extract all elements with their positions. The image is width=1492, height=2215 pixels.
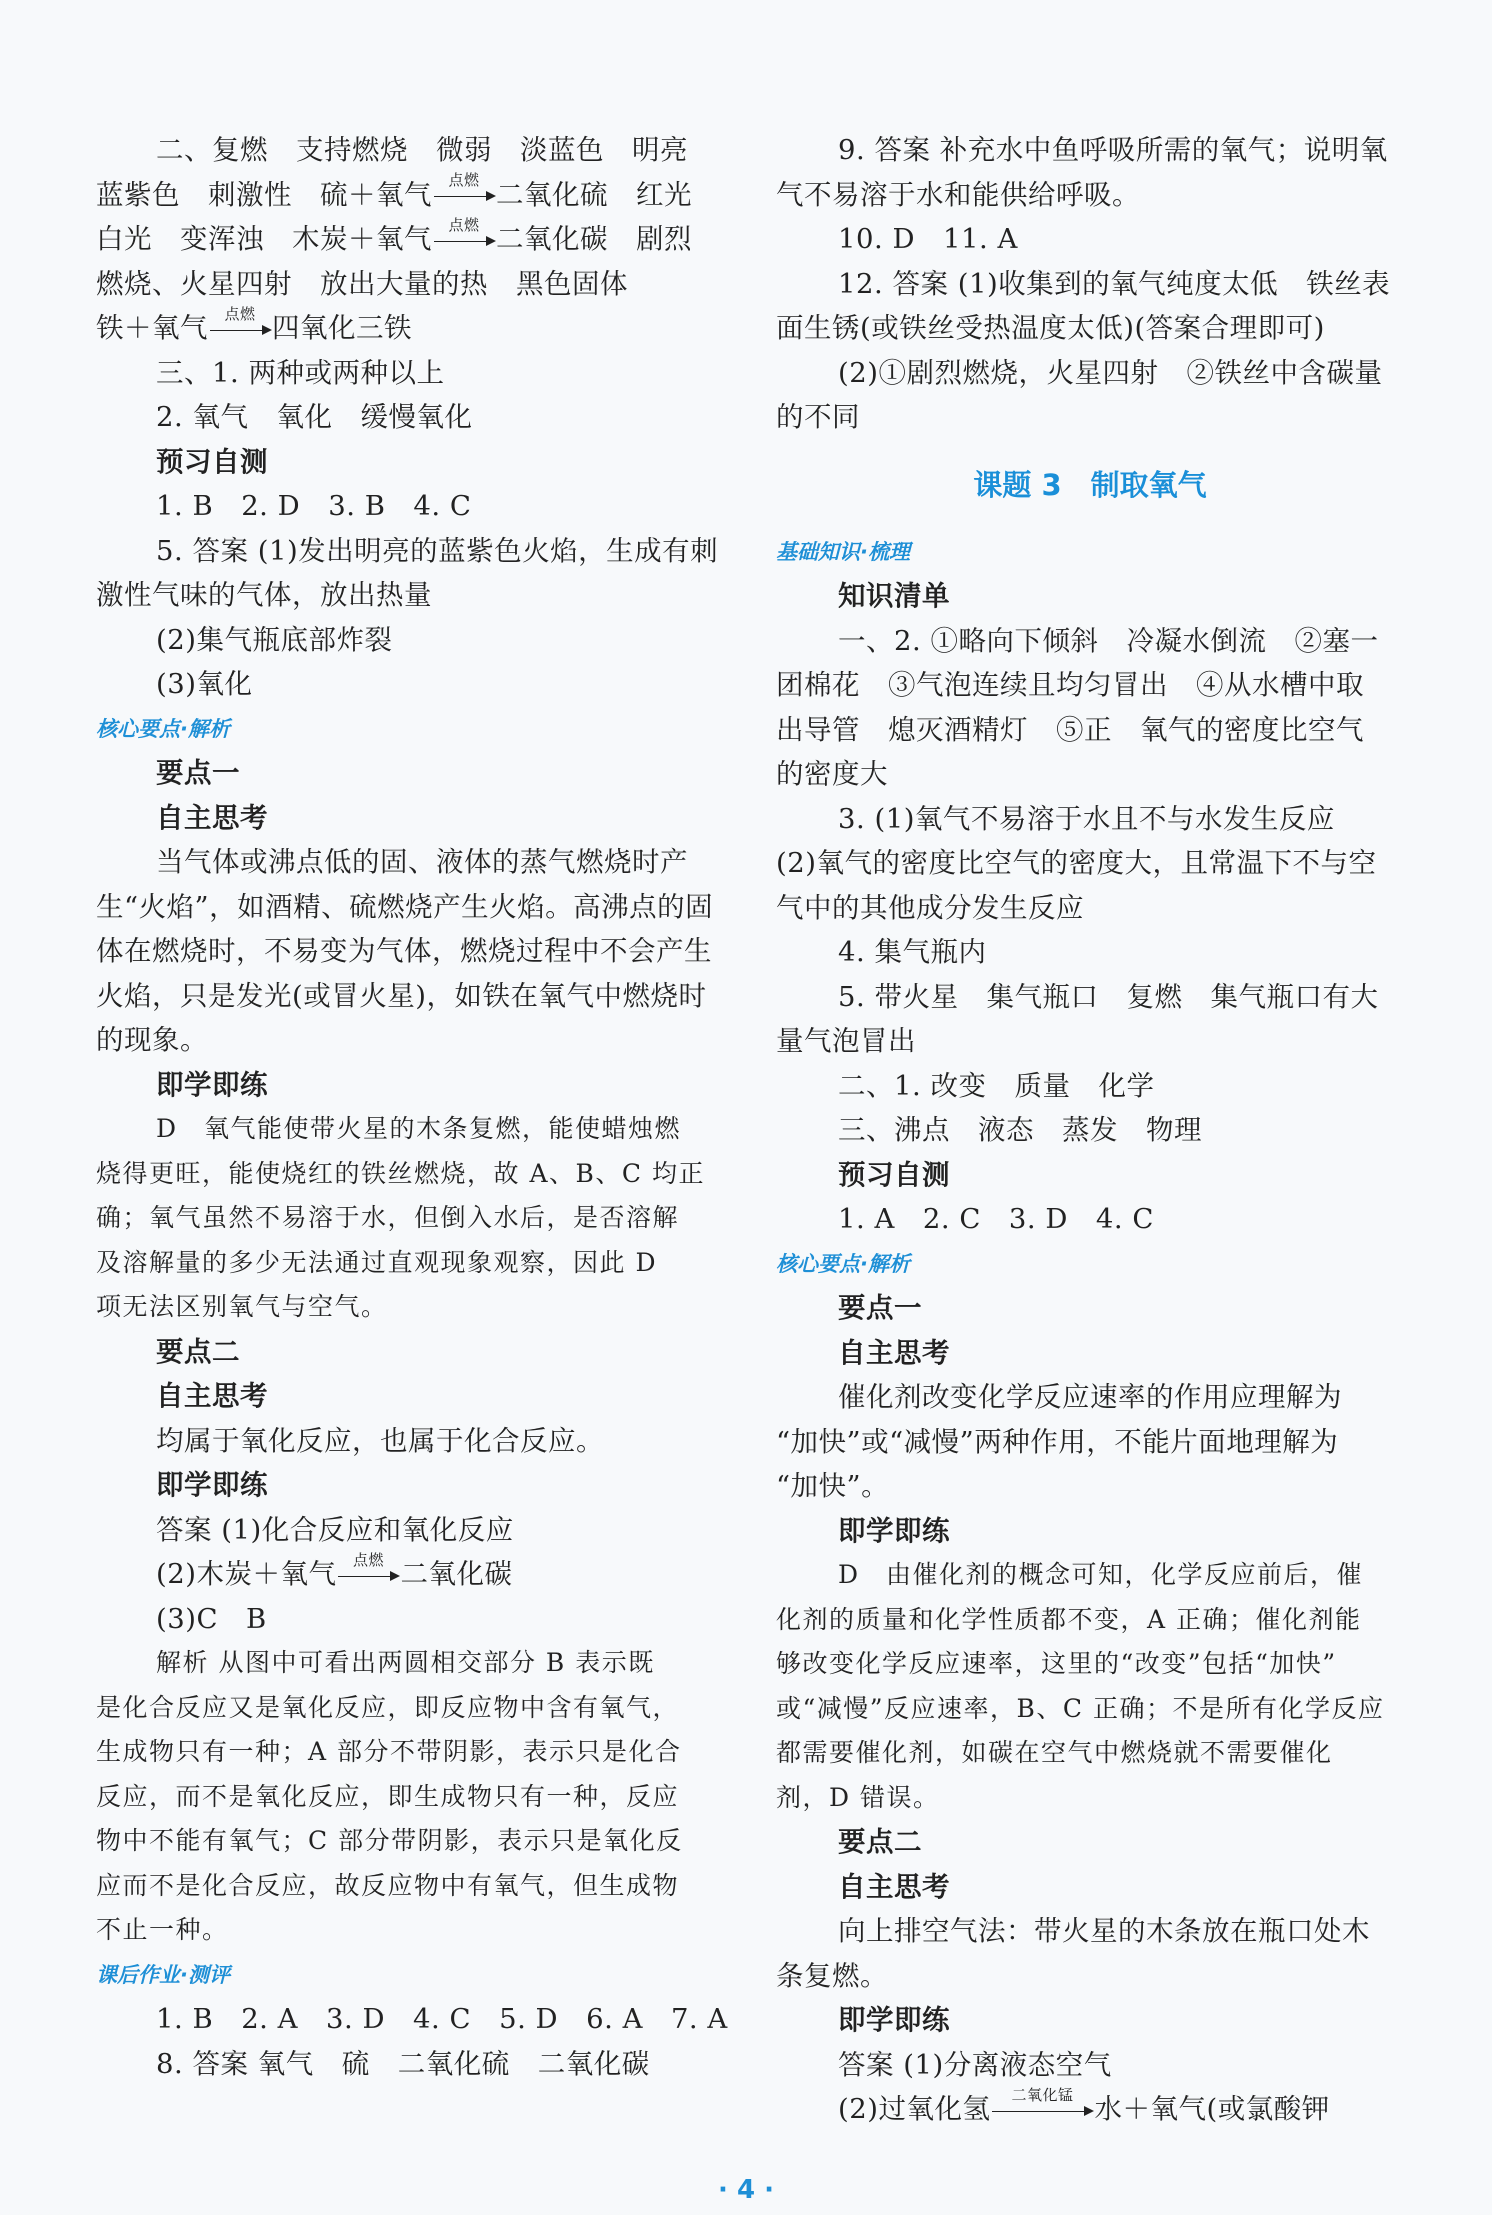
text-line: 均属于氧化反应，也属于化合反应。	[156, 1424, 604, 1457]
subheading: 自主思考	[156, 801, 268, 834]
equation-products: 二氧化碳 剧烈	[496, 223, 692, 255]
text-line: (3)氧化	[156, 668, 253, 700]
equation-reactants: 铁＋氧气	[96, 312, 208, 344]
text-line: 解析 从图中可看出两圆相交部分 B 表示既	[156, 1648, 655, 1677]
text-line: 三、沸点 液态 蒸发 物理	[838, 1114, 1202, 1146]
text-line: 生“火焰”，如酒精、硫燃烧产生火焰。高沸点的固	[96, 890, 714, 923]
text-line: 团棉花 ③气泡连续且均匀冒出 ④从水槽中取	[776, 669, 1364, 701]
equation-products: 四氧化三铁	[272, 312, 412, 344]
equation-reactants: 白光 变浑浊 木炭＋氧气	[96, 223, 432, 255]
text-line: 的密度大	[776, 758, 888, 790]
equation-line	[96, 217, 728, 262]
text-line: 2. 氧气 氧化 缓慢氧化	[156, 401, 473, 433]
left-column	[96, 128, 728, 2086]
answer-line: 答案 (1)化合反应和氧化反应	[156, 1513, 514, 1546]
subheading: 即学即练	[156, 1068, 268, 1101]
text-line: 催化剂改变化学反应速率的作用应理解为	[838, 1381, 1342, 1413]
subheading: 知识清单	[838, 580, 950, 612]
text-line: 是化合反应又是氧化反应，即反应物中含有氧气，	[96, 1692, 680, 1722]
text-line: 5. 带火星 集气瓶口 复燃 集气瓶口有大	[838, 980, 1379, 1013]
text-line: 三、1. 两种或两种以上	[156, 356, 445, 389]
subheading: 即学即练	[838, 1514, 950, 1547]
reaction-arrow	[338, 1550, 398, 1586]
answer-line: 9. 答案 补充水中鱼呼吸所需的氧气；说明氧	[838, 134, 1388, 166]
answer-line: 1. A 2. C 3. D 4. C	[838, 1203, 1154, 1235]
answer-line: 8. 答案 氧气 硫 二氧化硫 二氧化碳	[156, 2047, 650, 2080]
text-line: (3)C B	[156, 1602, 267, 1635]
arrow-condition: 点燃	[448, 215, 480, 234]
text-line: 剂，D 错误。	[776, 1782, 940, 1812]
text-line: 条复燃。	[776, 1959, 888, 1992]
subheading: 自主思考	[838, 1870, 950, 1903]
page-number: · 4 ·	[718, 2175, 774, 2205]
text-line: 的现象。	[96, 1024, 208, 1056]
text-line: 化剂的质量和化学性质都不变，A 正确；催化剂能	[776, 1604, 1362, 1634]
equation-line	[776, 2087, 1404, 2132]
text-line: 火焰，只是发光(或冒火星)，如铁在氧气中燃烧时	[96, 979, 707, 1012]
text-line: 都需要催化剂，如碳在空气中燃烧就不需要催化	[776, 1738, 1333, 1767]
text-line: 够改变化学反应速率，这里的“改变”包括“加快”	[776, 1649, 1337, 1678]
text-line: 激性气味的气体，放出热量	[96, 579, 432, 611]
arrow-condition: 点燃	[448, 171, 480, 189]
section-label: 课后作业·测评	[96, 1962, 230, 1987]
answer-line: 10. D 11. A	[838, 223, 1018, 255]
text-line: 物中不能有氧气；C 部分带阴影，表示只是氧化反	[96, 1826, 683, 1855]
text-line: 烧得更旺，能使烧红的铁丝燃烧，故 A、B、C 均正	[96, 1158, 705, 1188]
subheading: 自主思考	[838, 1336, 950, 1369]
text-line: 项无法区别氧气与空气。	[96, 1292, 388, 1321]
text-line: D 由催化剂的概念可知，化学反应前后，催	[838, 1560, 1364, 1589]
text-line: (2)氧气的密度比空气的密度大，且常温下不与空	[776, 847, 1377, 879]
answer-line: 12. 答案 (1)收集到的氧气纯度太低 铁丝表	[838, 267, 1391, 300]
text-line: D 氧气能使带火星的木条复燃，能使蜡烛燃	[156, 1114, 682, 1143]
text-line: “加快”。	[776, 1470, 890, 1502]
equation-line	[96, 306, 728, 351]
reaction-arrow	[210, 304, 270, 340]
text-line: 一、2. ①略向下倾斜 冷凝水倒流 ②塞一	[838, 624, 1379, 657]
answer-line: 1. B 2. D 3. B 4. C	[156, 490, 472, 522]
text-line: 及溶解量的多少无法通过直观现象观察，因此 D	[96, 1247, 657, 1277]
equation-products: 二氧化硫 红光	[496, 178, 692, 211]
text-line: 反应，而不是氧化反应，即生成物只有一种，反应	[96, 1781, 680, 1811]
text-line: 量气泡冒出	[776, 1025, 916, 1057]
equation-reactants: (2)木炭＋氧气	[156, 1558, 337, 1590]
text-line: 4. 集气瓶内	[838, 936, 987, 968]
equation-line	[96, 1552, 728, 1597]
text-line: 面生锈(或铁丝受热温度太低)(答案合理即可)	[776, 312, 1325, 344]
subheading: 预习自测	[156, 445, 268, 478]
reaction-arrow	[992, 2085, 1092, 2121]
subheading: 要点一	[156, 757, 240, 789]
text-line: 燃烧、火星四射 放出大量的热 黑色固体	[96, 267, 628, 300]
text-line: 二、复燃 支持燃烧 微弱 淡蓝色 明亮	[156, 134, 688, 166]
answer-line: 5. 答案 (1)发出明亮的蓝紫色火焰，生成有刺	[156, 534, 719, 567]
arrow-condition: 点燃	[352, 1550, 384, 1569]
text-line: 向上排空气法：带火星的木条放在瓶口处木	[838, 1915, 1370, 1947]
section-label: 核心要点·解析	[96, 716, 230, 741]
reaction-arrow	[434, 171, 494, 206]
subheading: 要点二	[838, 1826, 922, 1858]
text-line: 气不易溶于水和能供给呼吸。	[776, 178, 1140, 211]
subheading: 要点二	[156, 1335, 240, 1368]
right-column	[776, 128, 1404, 2132]
text-line: 应而不是化合反应，故反应物中有氧气，但生成物	[96, 1870, 680, 1900]
text-line: 二、1. 改变 质量 化学	[838, 1069, 1155, 1102]
lesson-title: 课题 3 制取氧气	[973, 467, 1207, 502]
reaction-arrow	[434, 215, 494, 251]
text-line: 或“减慢”反应速率，B、C 正确；不是所有化学反应	[776, 1693, 1385, 1723]
subheading: 即学即练	[838, 2004, 950, 2036]
answer-line: 答案 (1)分离液态空气	[838, 2048, 1112, 2081]
text-line: 的不同	[776, 401, 860, 433]
text-line: 气中的其他成分发生反应	[776, 891, 1084, 924]
text-line: “加快”或“减慢”两种作用，不能片面地理解为	[776, 1425, 1339, 1458]
arrow-condition: 点燃	[224, 304, 256, 323]
subheading: 即学即练	[156, 1469, 268, 1501]
answer-line: 1. B 2. A 3. D 4. C 5. D 6. A 7. A	[156, 2003, 728, 2035]
text-line: 3. (1)氧气不易溶于水且不与水发生反应	[838, 802, 1335, 835]
subheading: 要点一	[838, 1292, 922, 1324]
text-line: 确；氧气虽然不易溶于水，但倒入水后，是否溶解	[96, 1203, 680, 1232]
equation-reactants: (2)过氧化氢	[838, 2093, 991, 2125]
text-line: 出导管 熄灭酒精灯 ⑤正 氧气的密度比空气	[776, 713, 1364, 746]
text-line: 体在燃烧时，不易变为气体，燃烧过程中不会产生	[96, 935, 712, 967]
subheading: 预习自测	[838, 1158, 950, 1191]
text-line: (2)①剧烈燃烧，火星四射 ②铁丝中含碳量	[838, 356, 1383, 389]
text-line: 不止一种。	[96, 1915, 229, 1944]
section-label: 基础知识·梳理	[776, 539, 910, 564]
equation-products: 水＋氧气(或氯酸钾	[1094, 2093, 1330, 2125]
subheading: 自主思考	[156, 1380, 268, 1412]
equation-reactants: 蓝紫色 刺激性 硫＋氧气	[96, 178, 432, 211]
section-label: 核心要点·解析	[776, 1251, 910, 1276]
text-line: 生成物只有一种；A 部分不带阴影，表示只是化合	[96, 1737, 682, 1766]
equation-products: 二氧化碳	[400, 1558, 513, 1590]
text-line: 当气体或沸点低的固、液体的蒸气燃烧时产	[156, 846, 688, 878]
arrow-condition: 二氧化锰	[1011, 2085, 1074, 2104]
equation-line	[96, 173, 728, 218]
text-line: (2)集气瓶底部炸裂	[156, 623, 393, 656]
